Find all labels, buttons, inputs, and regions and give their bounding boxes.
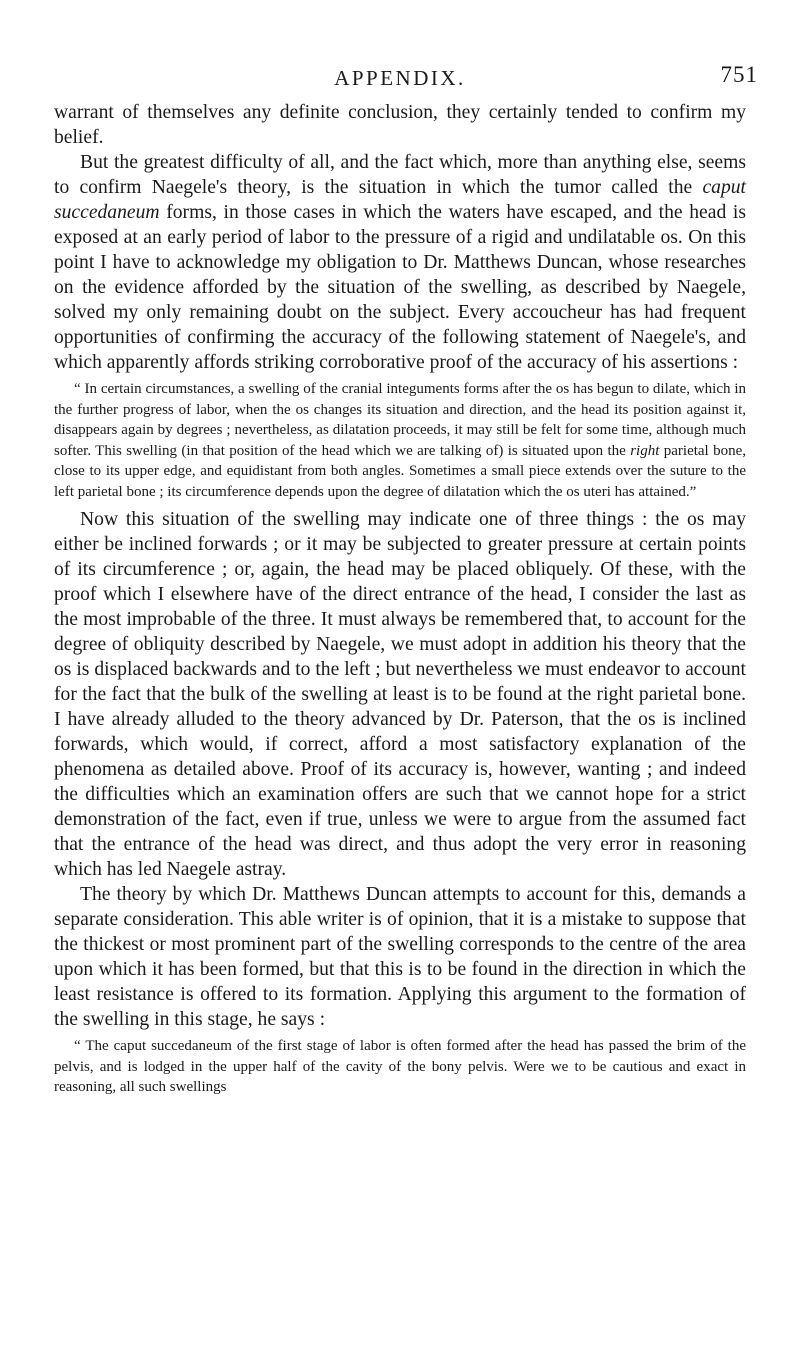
page-body xyxy=(54,100,746,1098)
quote-text: “ In certain circumstances, a swelling of the cranial integuments forms after the os has begun to dilate, which in the further progress of labor, when the os changes its situation and direction, and the head its position against it, disappears again by degrees ; nevertheless, as dilatation proceeds, it may still be felt for some time, although much softer. This swelling (in that position of the head which we are talking of) is situated upon the xyxy=(54,381,746,459)
quote-text: parietal bone, close to its upper edge, and equidistant from both angles. Sometimes a small piece extends over the suture to the left parietal bone ; its circumference depends upon the degree of dilatation which the os uteri has attained.” xyxy=(54,442,746,500)
paragraph-text: forms, in those cases in which the waters have escaped, and the head is exposed at an early period of labor to the pressure of a rigid and undilatable os. On this point I have to acknowledge my obligation to Dr. Matthews Duncan, whose researches on the evidence afforded by the situation of the swelling, as described by Naegele, solved my only remaining doubt on the subject. Every accoucheur has had frequent opportunities of confirming the accuracy of the following statement of Naegele's, and which apparently affords striking corroborative proof of the accuracy of his assertions : xyxy=(54,202,746,373)
paragraph-continuation: warrant of themselves any definite conclusion, they certainly tended to confirm my belief. xyxy=(54,102,746,148)
running-head-title: APPENDIX. xyxy=(334,66,466,90)
block-quote-duncan: “ The caput succedaneum of the first stage of labor is often formed after the head has passed the brim of the pelvis, and is lodged in the upper half of the cavity of the bony pelvis. Were we to be cautious and exact in reasoning, all such swellings xyxy=(54,1038,746,1095)
italic-term: caput succedaneum xyxy=(54,177,746,223)
block-quote-naegele xyxy=(54,379,746,502)
paragraph-caput-succedaneum xyxy=(54,150,746,375)
running-head xyxy=(54,44,758,90)
paragraph-text: But the greatest difficulty of all, and the fact which, more than anything else, seems to confirm Naegele's theory, is the situation in which the tumor called the xyxy=(54,152,746,198)
italic-term: right xyxy=(630,442,660,459)
paragraph-duncan-theory: The theory by which Dr. Matthews Duncan attempts to account for this, demands a separate consideration. This able writer is of opinion, that it is a mistake to suppose that the thickest or most prominent part of the swelling corresponds to the centre of the area upon which it has been formed, but that this is to be found in the direction in which the least resistance is offered to its formation. Applying this argument to the formation of the swelling in this stage, he says : xyxy=(54,884,746,1030)
paragraph-three-things: Now this situation of the swelling may indicate one of three things : the os may either be inclined forwards ; or it may be subjected to greater pressure at certain points of its circumference ; or, again, the head may be placed obliquely. Of these, with the proof which I elsewhere have of the direct entrance of the head, I consider the last as the most improbable of the three. It must always be remembered that, to account for the degree of obliquity described by Naegele, we must adopt in addition his theory that the os is displaced backwards and to the left ; but nevertheless we must endeavor to account for the fact that the bulk of the swelling at least is to be found at the right parietal bone. I have already alluded to the theory advanced by Dr. Paterson, that the os is inclined forwards, which would, if correct, afford a most satisfactory explanation of the phenomena as detailed above. Proof of its accuracy is, however, wanting ; and indeed the difficulties which an examination offers are such that we cannot hope for a strict demonstration of the fact, even if true, unless we were to argue from the assumed fact that the entrance of the head was direct, and thus adopt the very error in reasoning which has led Naegele astray. xyxy=(54,509,746,880)
page-number: 751 xyxy=(720,62,758,87)
